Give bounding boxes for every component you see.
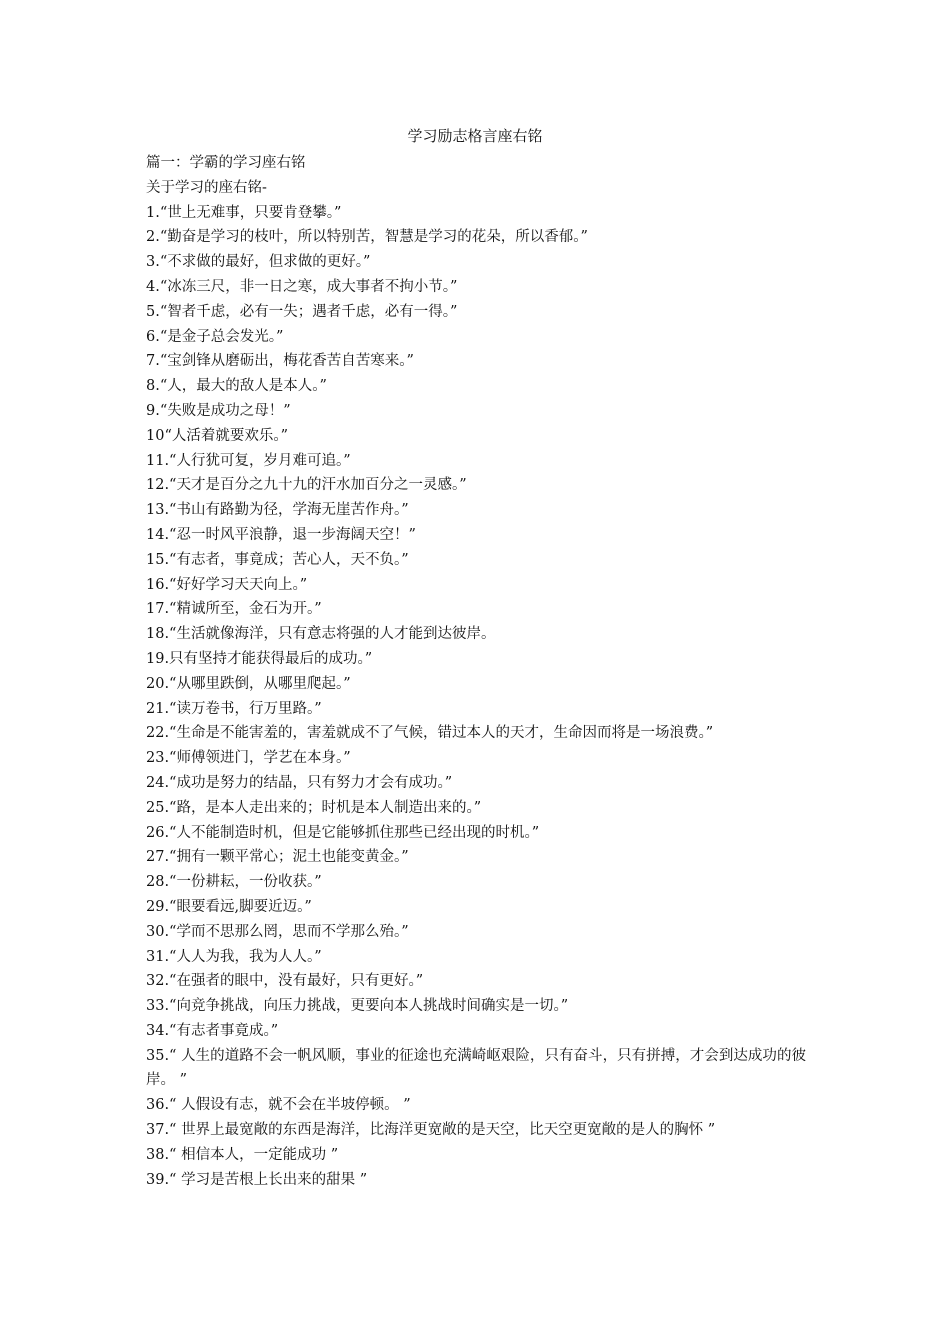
motto-line: 9.“失败是成功之母！” bbox=[146, 402, 291, 419]
subtitle: 关于学习的座右铭- bbox=[146, 179, 267, 196]
motto-line: 8.“人，最大的敌人是本人。” bbox=[146, 378, 327, 395]
motto-line: 24.“成功是努力的结晶，只有努力才会有成功。” bbox=[146, 774, 453, 791]
motto-line: 4.“冰冻三尺，非一日之寒，成大事者不拘小节。” bbox=[146, 278, 458, 295]
motto-line: 23.“师傅领进门，学艺在本身。” bbox=[146, 750, 351, 767]
motto-line: 10“人活着就要欢乐。” bbox=[146, 427, 289, 444]
motto-line: 33.“向竞争挑战，向压力挑战，更要向本人挑战时间确实是一切。” bbox=[146, 998, 569, 1015]
motto-line: 6.“是金子总会发光。” bbox=[146, 328, 284, 345]
motto-line: 16.“好好学习天天向上。” bbox=[146, 576, 308, 593]
motto-line: 28.“一份耕耘，一份收获。” bbox=[146, 874, 322, 891]
motto-line: 22.“生命是不能害羞的，害羞就成不了气候，错过本人的天才，生命因而将是一场浪费。” bbox=[146, 725, 714, 742]
motto-line: 37.“ 世界上最宽敞的东西是海洋，比海洋更宽敞的是天空，比天空更宽敞的是人的胸怀 ” bbox=[146, 1122, 716, 1139]
motto-line: 3.“不求做的最好，但求做的更好。” bbox=[146, 254, 371, 271]
motto-line: 13.“书山有路勤为径，学海无崖苦作舟。” bbox=[146, 502, 409, 519]
document-body bbox=[146, 151, 806, 1192]
motto-line: 12.“天才是百分之九十九的汗水加百分之一灵感。” bbox=[146, 477, 467, 494]
motto-line: 34.“有志者事竟成。” bbox=[146, 1022, 279, 1039]
motto-line: 36.“ 人假设有志，就不会在半坡停顿。 ” bbox=[146, 1097, 411, 1114]
motto-line: 1.“世上无难事，只要肯登攀。” bbox=[146, 204, 342, 221]
motto-line: 5.“智者千虑，必有一失；遇者千虑，必有一得。” bbox=[146, 303, 458, 320]
motto-line: 25.“路，是本人走出来的；时机是本人制造出来的。” bbox=[146, 799, 482, 816]
motto-line: 2.“勤奋是学习的枝叶，所以特别苦，智慧是学习的花朵，所以香郁。” bbox=[146, 229, 588, 246]
section-heading: 篇一：学霸的学习座右铭 bbox=[146, 155, 306, 171]
document-title: 学习励志格言座右铭 bbox=[407, 127, 543, 145]
motto-line: 32.“在强者的眼中，没有最好，只有更好。” bbox=[146, 973, 424, 990]
motto-line: 18.“生活就像海洋，只有意志将强的人才能到达彼岸。 bbox=[146, 626, 496, 643]
motto-line: 39.“ 学习是苦根上长出来的甜果 ” bbox=[146, 1171, 368, 1188]
motto-line: 31.“人人为我，我为人人。” bbox=[146, 948, 322, 965]
motto-line: 15.“有志者，事竟成；苦心人，天不负。” bbox=[146, 551, 409, 568]
motto-line: 21.“读万卷书，行万里路。” bbox=[146, 700, 322, 717]
motto-line: 19.只有坚持才能获得最后的成功。” bbox=[146, 650, 373, 667]
motto-line: 11.“人行犹可复，岁月难可追。” bbox=[146, 452, 351, 469]
motto-line: 35.“ 人生的道路不会一帆风顺，事业的征途也充满崎岖艰险，只有奋斗，只有拼搏，才会到达成功的彼岸。 ” bbox=[146, 1047, 806, 1089]
motto-line: 17.“精诚所至，金石为开。” bbox=[146, 601, 322, 618]
motto-line: 38.“ 相信本人，一定能成功 ” bbox=[146, 1146, 339, 1163]
motto-line: 20.“从哪里跌倒，从哪里爬起。” bbox=[146, 675, 351, 692]
motto-line: 26.“人不能制造时机，但是它能够抓住那些已经出现的时机。” bbox=[146, 824, 540, 841]
motto-line: 30.“学而不思那么罔，思而不学那么殆。” bbox=[146, 923, 409, 940]
motto-line: 7.“宝剑锋从磨砺出，梅花香苦自苦寒来。” bbox=[146, 353, 414, 370]
motto-line: 14.“忍一时风平浪静，退一步海阔天空！” bbox=[146, 526, 416, 543]
motto-line: 27.“拥有一颗平常心；泥土也能变黄金。” bbox=[146, 849, 409, 866]
motto-line: 29.“眼要看远,脚要近迈。” bbox=[146, 898, 312, 915]
